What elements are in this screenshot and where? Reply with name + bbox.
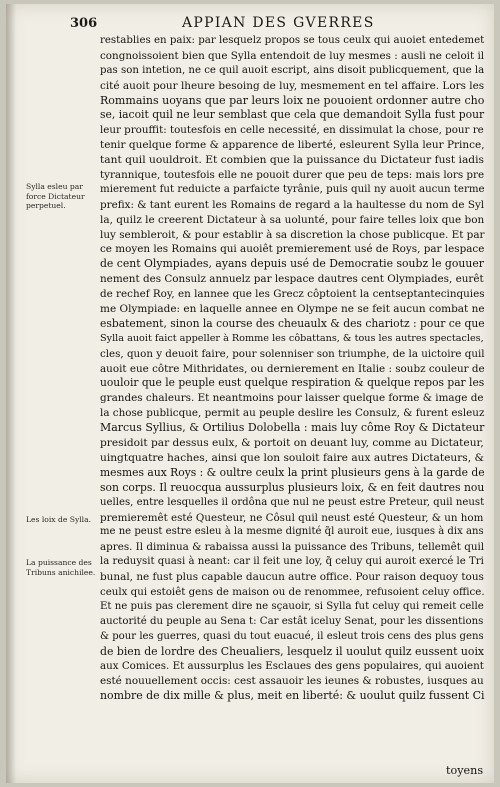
- text-line: luy sembleroit, & pour establir à sa discretion la chose publicque. Et par: [100, 228, 485, 241]
- text-line: prefix: & tant eurent les Romains de regard a la haultesse du nom de Syl: [100, 198, 485, 211]
- text-line: ceulx qui estoiêt gens de maison ou de renommee, refusoient celuy office.: [100, 585, 485, 598]
- text-line: cles, quon y deuoit faire, pour solenniser son triumphe, de la uictoire quil: [100, 347, 485, 360]
- text-line: leur prouffit: toutesfois en celle necessité, en dissimulat la chose, pour re: [100, 124, 484, 137]
- text-line: Sylla auoit faict appeller à Romme les côbattans, & tous les autres spectacles,: [100, 332, 484, 344]
- text-line: cité auoit pour lheure besoing de luy, mesmement en tel affaire. Lors les: [100, 79, 485, 92]
- page-header: [6, 12, 494, 36]
- text-line: Et ne puis pas clerement dire ne sçauoir, si Sylla fut celuy qui remeit celle: [100, 600, 484, 612]
- text-line: la reduysit quasi à neant: car il feit une loy, q̃ celuy qui auroit exercé le Tri: [100, 556, 484, 568]
- text-line: premieremêt esté Questeur, ne Côsul quil neust esté Questeur, & un hom: [100, 511, 484, 524]
- text-line: uingtquatre haches, ainsi que lon souloit faire aux autres Dictateurs, &: [100, 450, 484, 464]
- text-line: me Olympiade: en laquelle annee en Olympe ne se feit aucun combat ne: [100, 303, 485, 316]
- text-line: bunal, ne fust plus capable daucun autre office. Pour raison dequoy tous: [100, 571, 484, 584]
- book-page: [6, 4, 494, 783]
- text-line: Rommains uoyans que par leurs loix ne pouoient ordonner autre cho: [100, 93, 485, 107]
- text-line: de rechef Roy, en lannee que les Grecz côptoient la centseptantecinquies: [100, 288, 485, 301]
- text-line: se, iacoit quil ne leur semblast que cela que demandoit Sylla fust pour: [100, 108, 485, 122]
- text-line: son corps. Il reuocqua aussurplus plusieurs loix, & en feit dautres nou: [100, 480, 485, 494]
- text-line: tyrannique, toutesfois elle ne pouoit durer que peu de teps: mais lors pre: [100, 169, 485, 182]
- text-line: esté nouuellement occis: cest assauoir les ieunes & robustes, iusques au: [100, 675, 484, 688]
- text-line: la, quilz le creerent Dictateur à sa uolunté, pour faire telles loix que bon: [100, 213, 485, 226]
- margin-note-sylla-dictator: Sylla esleu par force Dictateur perpetuel.: [26, 182, 85, 211]
- gutter-shadow: [6, 4, 16, 783]
- text-line: auctorité du peuple au Sena t: Car estât iceluy Senat, pour les dissentions: [100, 615, 484, 627]
- body-text: [100, 34, 486, 704]
- text-line: uelles, entre lesquelles il ordôna que nul ne peust estre Preteur, quil neust: [100, 496, 485, 508]
- text-line: ce moyen les Romains qui auoiêt premierement usé de Roys, par lespace: [100, 243, 485, 256]
- text-line: & pour les guerres, quasi du tout euacué, il esleut trois cens des plus gens: [100, 630, 484, 642]
- text-line: Marcus Syllius, & Ortilius Dolobella : mais luy côme Roy & Dictateur: [100, 421, 485, 435]
- text-line: grandes chaleurs. Et neantmoins pour laisser quelque forme & image de: [100, 392, 484, 405]
- text-line: apres. Il diminua & rabaissa aussi la puissance des Tribuns, tellemêt quil: [100, 541, 485, 554]
- text-line: uouloir que le peuple eust quelque respiration & quelque repos par les: [100, 376, 485, 390]
- margin-note-tribunes: La puissance des Tribuns anichilee.: [26, 558, 96, 577]
- running-head: APPIAN DES GVERRES: [182, 15, 375, 31]
- text-line: auoit eue côtre Mithridates, ou dernierement en Italie : soubz couleur de: [100, 362, 485, 375]
- text-line: esbatement, sinon la course des cheuaulx & des chariotz : pour ce que: [100, 316, 485, 330]
- text-line: mierement fut reduicte a parfaicte tyrânie, puis quil ny auoit aucun terme: [100, 183, 485, 195]
- text-line: tenir quelque forme & apparence de liberté, esleurent Sylla leur Prince,: [100, 139, 485, 152]
- text-line: de bien de lordre des Cheualiers, lesquelz il uoulut quilz eussent uoix: [100, 644, 485, 658]
- text-line: mesmes aux Roys : & oultre ceulx la print plusieurs gens à la garde de: [100, 465, 485, 479]
- text-line: tant quil uouldroit. Et combien que la puissance du Dictateur fust iadis: [100, 153, 484, 167]
- text-line: pas son intetion, ne ce quil auoit escript, ains disoit publicquement, que la: [100, 64, 485, 76]
- text-line: la chose publicque, permit au peuple deslire les Consulz, & furent esleuz: [100, 407, 485, 420]
- margin-note-laws-of-sylla: Les loix de Sylla.: [26, 515, 92, 524]
- text-line: congnoissoient bien que Sylla entendoit de luy mesmes : ausli ne celoit il: [100, 49, 485, 62]
- catchword: toyens: [446, 764, 484, 777]
- text-line: presidoit par dessus eulx, & portoit on deuant luy, comme au Dictateur,: [100, 437, 484, 450]
- text-line: nombre de dix mille & plus, meit en liberté: & uoulut quilz fussent Ci: [100, 689, 485, 703]
- text-line: de cent Olympiades, ayans depuis usé de Democratie soubz le gouuer: [100, 257, 484, 271]
- page-number: 306: [70, 16, 98, 31]
- text-line: aux Comices. Et aussurplus les Esclaues des gens populaires, qui auoient: [100, 660, 484, 673]
- text-line: restablies en paix: par lesquelz propos se tous ceulx qui auoiet entedemet: [100, 35, 485, 46]
- text-line: nement des Consulz annuelz par lespace dautres cent Olympiades, eurêt: [100, 273, 484, 286]
- text-line: me ne peust estre esleu à la mesme dignité q̃l auroit eue, iusques à dix ans: [100, 526, 484, 538]
